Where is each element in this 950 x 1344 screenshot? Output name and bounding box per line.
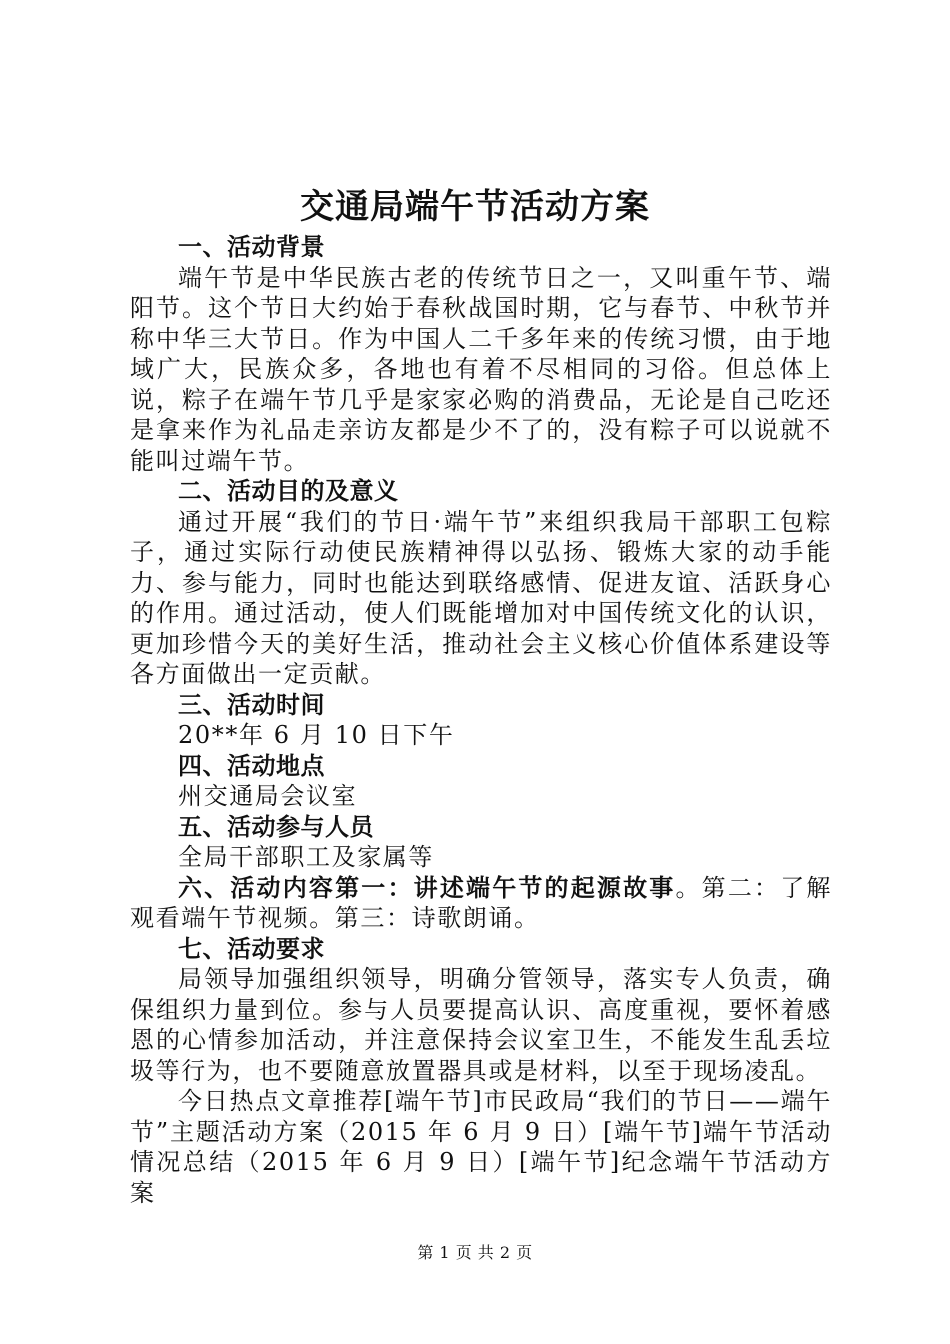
section-heading-requirements: 七、活动要求 — [178, 934, 325, 963]
document-body — [130, 232, 832, 1208]
page-number-footer: 第 1 页 共 2 页 — [417, 1243, 533, 1262]
section-text-time: 20**年 6 月 10 日下午 — [178, 721, 455, 749]
section-heading-purpose: 二、活动目的及意义 — [178, 477, 399, 505]
section-text-location: 州交通局会议室 — [178, 782, 358, 810]
section-text-purpose: 通过开展“我们的节日·端午节”来组织我局干部职工包粽子，通过实际行动使民族精神得以弘扬、锻炼大家的动手能力、参与能力，同时也能达到联络感情、促进友谊、活跃身心的作用。通过活动，使人们既能增加对中国传统文化的认识，更加珍惜今天的美好生活，推动社会主义核心价值体系建设等各方面做出一定贡献。 — [130, 507, 832, 688]
related-articles-text: 今日热点文章推荐[端午节]市民政局“我们的节日——端午节”主题活动方案（2015 年 6 月 9 日）[端午节]端午节活动情况总结（2015 年 6 月 9 日）[端午节]纪念端午节活动方案 — [130, 1087, 832, 1207]
section-text-participants: 全局干部职工及家属等 — [178, 843, 434, 871]
section-heading-time: 三、活动时间 — [178, 690, 325, 719]
section-text-content: 。第二：了解观看端午节视频。第三：诗歌朗诵。 — [130, 873, 832, 932]
section-heading-participants: 五、活动参与人员 — [178, 812, 374, 841]
document-title: 交通局端午节活动方案 — [300, 187, 650, 227]
section-heading-content: 六、活动内容第一：讲述端午节的起源故事 — [178, 873, 676, 902]
section-text-background: 端午节是中华民族古老的传统节日之一，又叫重午节、端阳节。这个节日大约始于春秋战国时期，它与春节、中秋节并称中华三大节日。作为中国人二千多年来的传统习惯，由于地域广大，民族众多，各地也有着不尽相同的习俗。但总体上说，粽子在端午节几乎是家家必购的消费品，无论是自己吃还是拿来作为礼品走亲访友都是少不了的，没有粽子可以说就不能叫过端午节。 — [130, 263, 832, 475]
section-heading-background: 一、活动背景 — [178, 233, 325, 261]
section-text-requirements: 局领导加强组织领导，明确分管领导，落实专人负责，确保组织力量到位。参与人员要提高认识、高度重视，要怀着感恩的心情参加活动，并注意保持会议室卫生，不能发生乱丢垃圾等行为，也不要随意放置器具或是材料，以至于现场凌乱。 — [130, 965, 832, 1085]
section-heading-location: 四、活动地点 — [178, 751, 325, 780]
section-content — [130, 873, 832, 934]
